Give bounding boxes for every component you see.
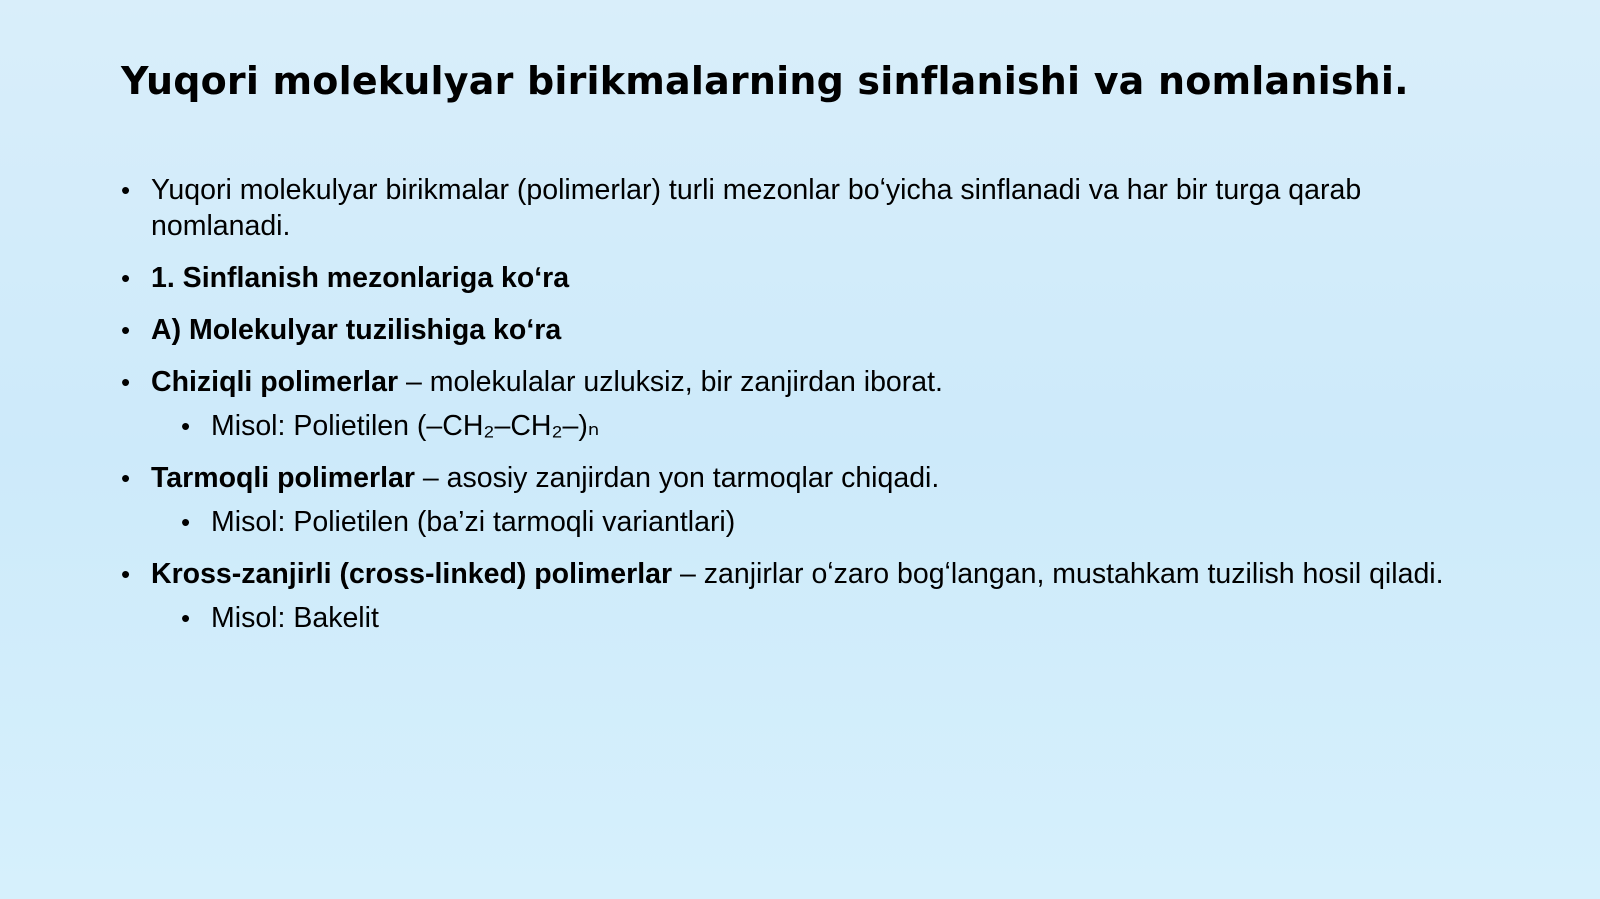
crosslinked-polymers-term: Kross-zanjirli (cross-linked) polimerlar [151,558,673,590]
subsection-heading: A) Molekulyar tuzilishiga koʻra [151,314,562,346]
crosslinked-example-text: Misol: Bakelit [211,602,379,634]
bullet-crosslinked-example [181,600,1501,636]
bullet-intro [121,172,1501,244]
slide-title: Yuqori molekulyar birikmalarning sinflanishi va nomlanishi. [121,59,1409,103]
bullet-section-heading [121,260,1501,296]
branched-polymers-term: Tarmoqli polimerlar [151,462,415,494]
bullet-crosslinked-polymers [121,556,1501,592]
bullet-branched-polymers [121,460,1501,496]
crosslinked-polymers-desc: – zanjirlar oʻzaro bogʻlangan, mustahkam tuzilish hosil qiladi. [672,558,1444,590]
linear-polymers-term: Chiziqli polimerlar [151,366,399,398]
bullet-intro-text: Yuqori molekulyar birikmalar (polimerlar) turli mezonlar boʻyicha sinflanadi va har bir turga qarab nomlanadi. [151,174,1362,242]
bullet-branched-example [181,504,1501,540]
bullet-linear-polymers [121,364,1501,400]
bullet-subsection-heading [121,312,1501,348]
linear-polymers-desc: – molekulalar uzluksiz, bir zanjirdan iborat. [398,366,943,398]
slide-content [121,172,1501,636]
section-heading: 1. Sinflanish mezonlariga koʻra [151,262,570,294]
branched-polymers-desc: – asosiy zanjirdan yon tarmoqlar chiqadi. [414,462,940,494]
bullet-linear-example [181,408,1501,444]
linear-example-text: Misol: Polietilen (–CH₂–CH₂–)ₙ [211,410,600,442]
branched-example-text: Misol: Polietilen (ba’zi tarmoqli variantlari) [211,506,736,538]
